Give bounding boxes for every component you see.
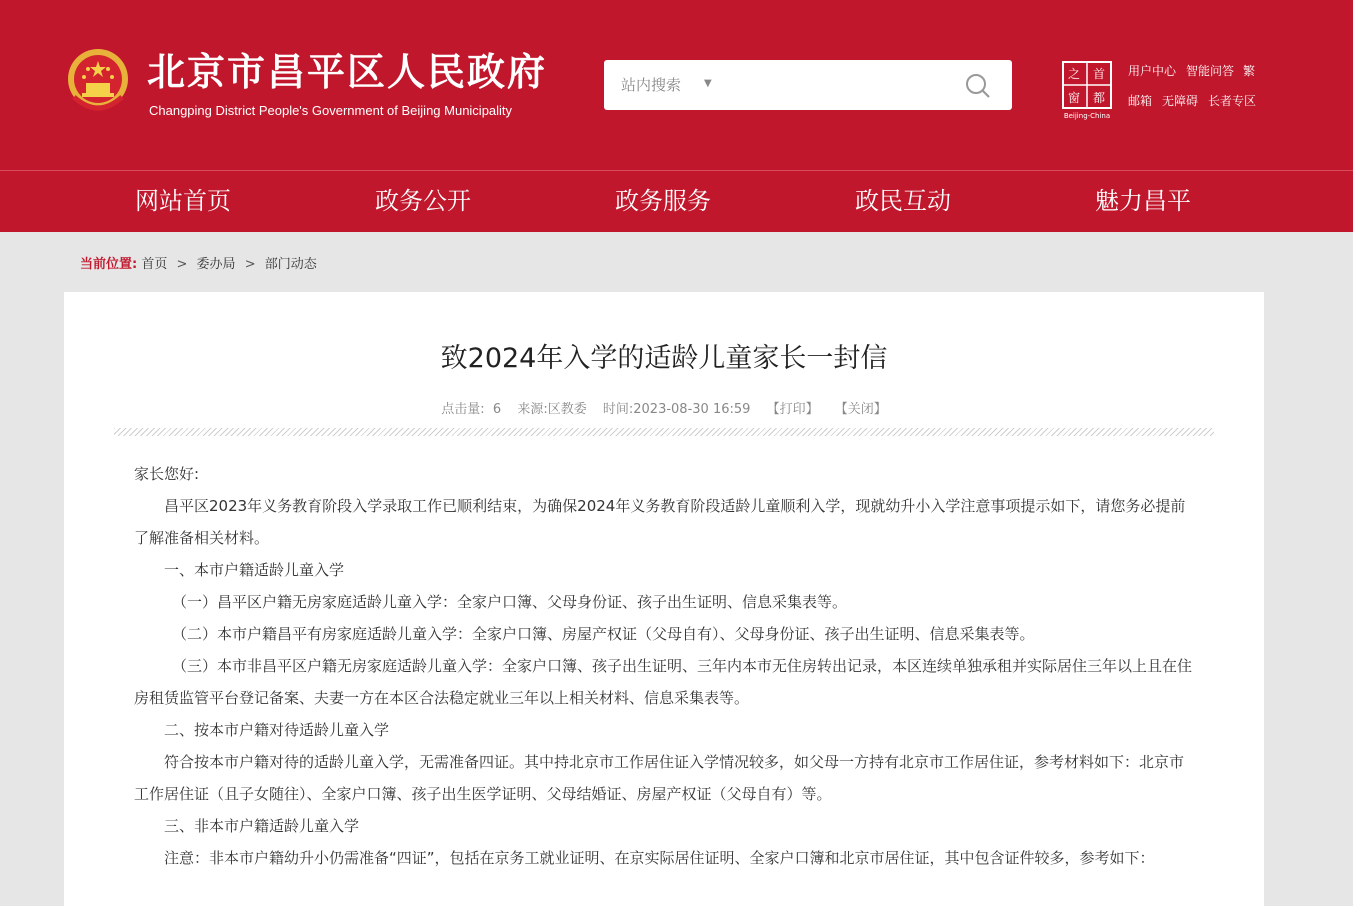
nav-gov-affairs-open[interactable]: 政务公开 <box>375 187 471 215</box>
search-icon[interactable] <box>964 72 992 100</box>
breadcrumb-bureaus[interactable]: 委办局 <box>196 257 236 272</box>
breadcrumb-dept-news[interactable]: 部门动态 <box>264 257 317 272</box>
article-body <box>134 458 1194 874</box>
svg-text:窗: 窗 <box>1067 91 1081 105</box>
chevron-down-icon[interactable]: ▼ <box>704 78 712 89</box>
paragraph: （二）本市户籍昌平有房家庭适龄儿童入学：全家户口簿、房屋产权证（父母自有）、父母身份证、孩子出生证明、信息采集表等。 <box>172 625 1035 643</box>
paragraph: 家长您好: <box>134 465 200 483</box>
views-label: 点击量: 6 <box>441 402 502 417</box>
divider <box>114 428 1214 436</box>
nav-interaction[interactable]: 政民互动 <box>855 187 951 215</box>
breadcrumb-label: 当前位置: <box>80 257 138 272</box>
nav-home[interactable]: 网站首页 <box>135 187 231 215</box>
site-subtitle: Changping District People's Government of Beijing Municipality <box>149 103 513 118</box>
svg-text:Beijing-China: Beijing-China <box>1063 112 1111 120</box>
accessibility-link[interactable]: 无障碍 <box>1162 94 1199 108</box>
nav-charm-changping[interactable]: 魅力昌平 <box>1095 187 1191 215</box>
site-header <box>0 0 1353 170</box>
mailbox-link[interactable]: 邮箱 <box>1128 94 1153 108</box>
paragraph: 昌平区2023年义务教育阶段入学录取工作已顺利结束，为确保2024年义务教育阶段适龄儿童顺利入学，现就幼升小入学注意事项提示如下，请您务必提前了解准备相关材料。 <box>134 497 1186 547</box>
search-scope-select[interactable]: 站内搜索 <box>621 76 682 94</box>
section-heading: 三、非本市户籍适龄儿童入学 <box>164 817 360 835</box>
search-input[interactable] <box>724 68 954 102</box>
main-nav <box>0 170 1353 232</box>
elderly-zone-link[interactable]: 长者专区 <box>1208 94 1257 108</box>
smart-qa-link[interactable]: 智能问答 <box>1186 64 1235 78</box>
article-title: 致2024年入学的适龄儿童家长一封信 <box>440 343 888 374</box>
close-button[interactable]: 【关闭】 <box>834 402 887 417</box>
print-button[interactable]: 【打印】 <box>766 402 819 417</box>
time-label: 时间:2023-08-30 16:59 <box>602 402 751 417</box>
paragraph: （一）昌平区户籍无房家庭适龄儿童入学：全家户口簿、父母身份证、孩子出生证明、信息采集表等。 <box>172 593 848 611</box>
capital-window-logo-icon[interactable] <box>1060 60 1114 120</box>
breadcrumb <box>80 253 317 272</box>
paragraph: 符合按本市户籍对待的适龄儿童入学，无需准备四证。其中持北京市工作居住证入学情况较多，如父母一方持有北京市工作居住证，参考材料如下：北京市工作居住证（且子女随往）、全家户口簿、孩子出生医学证明、父母结婚证、房屋产权证（父母自有）等。 <box>134 753 1185 803</box>
breadcrumb-separator: > <box>244 257 256 272</box>
breadcrumb-home[interactable]: 首页 <box>141 257 168 272</box>
source-label: 来源:区教委 <box>517 402 587 417</box>
search-box <box>604 60 1012 110</box>
article-meta <box>64 398 1264 417</box>
section-heading: 一、本市户籍适龄儿童入学 <box>164 561 345 579</box>
paragraph: （三）本市非昌平区户籍无房家庭适龄儿童入学：全家户口簿、孩子出生证明、三年内本市无住房转出记录，本区连续单独承租并实际居住三年以上且在住房租赁监管平台登记备案、夫妻一方在本区合法稳定就业三年以上相关材料、信息采集表等。 <box>134 657 1193 707</box>
section-heading: 二、按本市户籍对待适龄儿童入学 <box>164 721 390 739</box>
site-title[interactable]: 北京市昌平区人民政府 <box>147 50 548 94</box>
svg-text:首: 首 <box>1092 67 1106 81</box>
svg-text:之: 之 <box>1067 67 1081 81</box>
user-center-link[interactable]: 用户中心 <box>1128 64 1177 78</box>
breadcrumb-separator: > <box>176 257 188 272</box>
national-emblem-icon <box>66 47 130 117</box>
article-panel <box>64 292 1264 906</box>
traditional-chinese-link[interactable]: 繁 <box>1243 64 1256 78</box>
svg-text:都: 都 <box>1092 91 1106 105</box>
paragraph: 注意：非本市户籍幼升小仍需准备“四证”，包括在京务工就业证明、在京实际居住证明、全家户口簿和北京市居住证，其中包含证件较多，参考如下： <box>164 849 1155 867</box>
nav-gov-services[interactable]: 政务服务 <box>615 187 711 215</box>
